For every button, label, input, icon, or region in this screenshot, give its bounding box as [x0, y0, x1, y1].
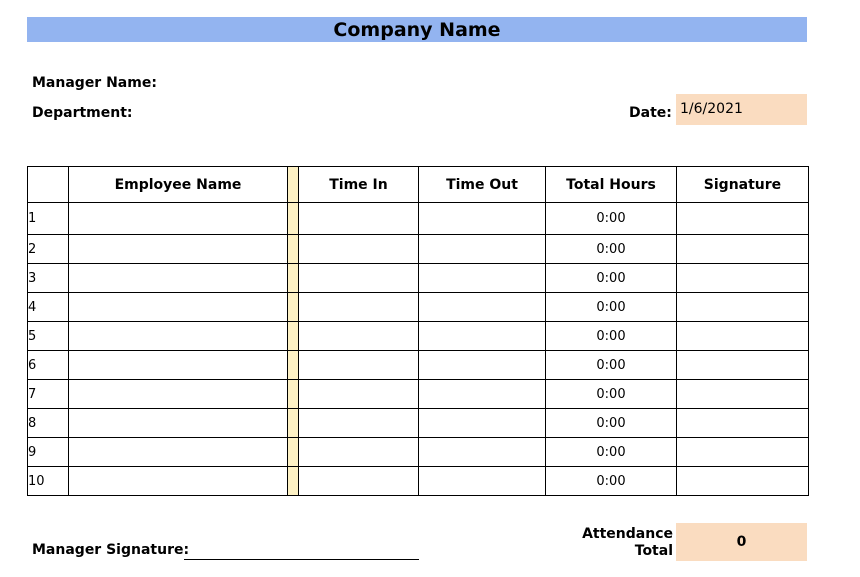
- table-row: [28, 264, 809, 293]
- time-out-cell[interactable]: [419, 235, 546, 264]
- date-value[interactable]: 1/6/2021: [676, 94, 807, 125]
- total-hours-cell: 0:00: [546, 293, 677, 322]
- row-number: 3: [28, 264, 69, 293]
- attendance-total-label: [582, 526, 673, 560]
- attendance-label-line2: Total: [634, 543, 673, 559]
- row-number: 9: [28, 438, 69, 467]
- time-in-cell[interactable]: [299, 380, 419, 409]
- row-number: 4: [28, 293, 69, 322]
- col-header-signature: Signature: [677, 167, 809, 203]
- time-in-cell[interactable]: [299, 409, 419, 438]
- time-out-cell[interactable]: [419, 380, 546, 409]
- time-in-cell[interactable]: [299, 351, 419, 380]
- table-row: [28, 380, 809, 409]
- total-hours-cell: 0:00: [546, 322, 677, 351]
- company-name-banner: [27, 17, 807, 42]
- time-in-cell[interactable]: [299, 264, 419, 293]
- table-row: [28, 235, 809, 264]
- col-header-time-in: Time In: [299, 167, 419, 203]
- time-out-cell[interactable]: [419, 351, 546, 380]
- row-number: 6: [28, 351, 69, 380]
- attendance-label-line1: Attendance: [582, 526, 673, 542]
- manager-signature-label: Manager Signature:: [32, 542, 190, 558]
- time-out-cell[interactable]: [419, 467, 546, 496]
- time-in-cell[interactable]: [299, 293, 419, 322]
- spacer-cell: [288, 293, 299, 322]
- employee-name-cell[interactable]: [69, 409, 288, 438]
- table-header-row: [28, 167, 809, 203]
- time-out-cell[interactable]: [419, 409, 546, 438]
- employee-name-cell[interactable]: [69, 322, 288, 351]
- date-label: Date:: [629, 105, 672, 121]
- spacer-cell: [288, 409, 299, 438]
- col-header-total-hours: Total Hours: [546, 167, 677, 203]
- col-header-time-out: Time Out: [419, 167, 546, 203]
- signature-cell[interactable]: [677, 235, 809, 264]
- row-number: 5: [28, 322, 69, 351]
- table-row: [28, 293, 809, 322]
- row-number: 10: [28, 467, 69, 496]
- time-out-cell[interactable]: [419, 438, 546, 467]
- table-row: [28, 409, 809, 438]
- signature-cell[interactable]: [677, 322, 809, 351]
- spacer-cell: [288, 438, 299, 467]
- col-header-number: [28, 167, 69, 203]
- employee-name-cell[interactable]: [69, 467, 288, 496]
- col-header-employee-name: Employee Name: [69, 167, 288, 203]
- attendance-total-value: 0: [676, 523, 807, 561]
- time-out-cell[interactable]: [419, 264, 546, 293]
- time-out-cell[interactable]: [419, 322, 546, 351]
- table-row: [28, 203, 809, 235]
- time-in-cell[interactable]: [299, 322, 419, 351]
- total-hours-cell: 0:00: [546, 467, 677, 496]
- spacer-cell: [288, 203, 299, 235]
- total-hours-cell: 0:00: [546, 409, 677, 438]
- time-in-cell[interactable]: [299, 467, 419, 496]
- manager-name-label: Manager Name:: [32, 75, 157, 91]
- signature-cell[interactable]: [677, 467, 809, 496]
- table-row: [28, 351, 809, 380]
- row-number: 1: [28, 203, 69, 235]
- signature-cell[interactable]: [677, 380, 809, 409]
- table-row: [28, 322, 809, 351]
- department-label: Department:: [32, 105, 133, 121]
- attendance-table: [27, 166, 809, 496]
- total-hours-cell: 0:00: [546, 438, 677, 467]
- employee-name-cell[interactable]: [69, 380, 288, 409]
- row-number: 2: [28, 235, 69, 264]
- spacer-cell: [288, 264, 299, 293]
- signature-cell[interactable]: [677, 264, 809, 293]
- total-hours-cell: 0:00: [546, 235, 677, 264]
- time-in-cell[interactable]: [299, 235, 419, 264]
- time-in-cell[interactable]: [299, 438, 419, 467]
- employee-name-cell[interactable]: [69, 235, 288, 264]
- row-number: 8: [28, 409, 69, 438]
- time-out-cell[interactable]: [419, 203, 546, 235]
- signature-cell[interactable]: [677, 293, 809, 322]
- col-header-spacer: [288, 167, 299, 203]
- time-out-cell[interactable]: [419, 293, 546, 322]
- signature-cell[interactable]: [677, 351, 809, 380]
- spacer-cell: [288, 235, 299, 264]
- total-hours-cell: 0:00: [546, 380, 677, 409]
- spacer-cell: [288, 467, 299, 496]
- signature-cell[interactable]: [677, 203, 809, 235]
- spacer-cell: [288, 322, 299, 351]
- employee-name-cell[interactable]: [69, 264, 288, 293]
- employee-name-cell[interactable]: [69, 203, 288, 235]
- spacer-cell: [288, 351, 299, 380]
- spacer-cell: [288, 380, 299, 409]
- total-hours-cell: 0:00: [546, 264, 677, 293]
- row-number: 7: [28, 380, 69, 409]
- table-row: [28, 467, 809, 496]
- total-hours-cell: 0:00: [546, 351, 677, 380]
- employee-name-cell[interactable]: [69, 438, 288, 467]
- company-name: Company Name: [333, 18, 501, 41]
- table-row: [28, 438, 809, 467]
- time-in-cell[interactable]: [299, 203, 419, 235]
- signature-cell[interactable]: [677, 409, 809, 438]
- employee-name-cell[interactable]: [69, 293, 288, 322]
- manager-signature-line[interactable]: [184, 559, 419, 560]
- total-hours-cell: 0:00: [546, 203, 677, 235]
- signature-cell[interactable]: [677, 438, 809, 467]
- employee-name-cell[interactable]: [69, 351, 288, 380]
